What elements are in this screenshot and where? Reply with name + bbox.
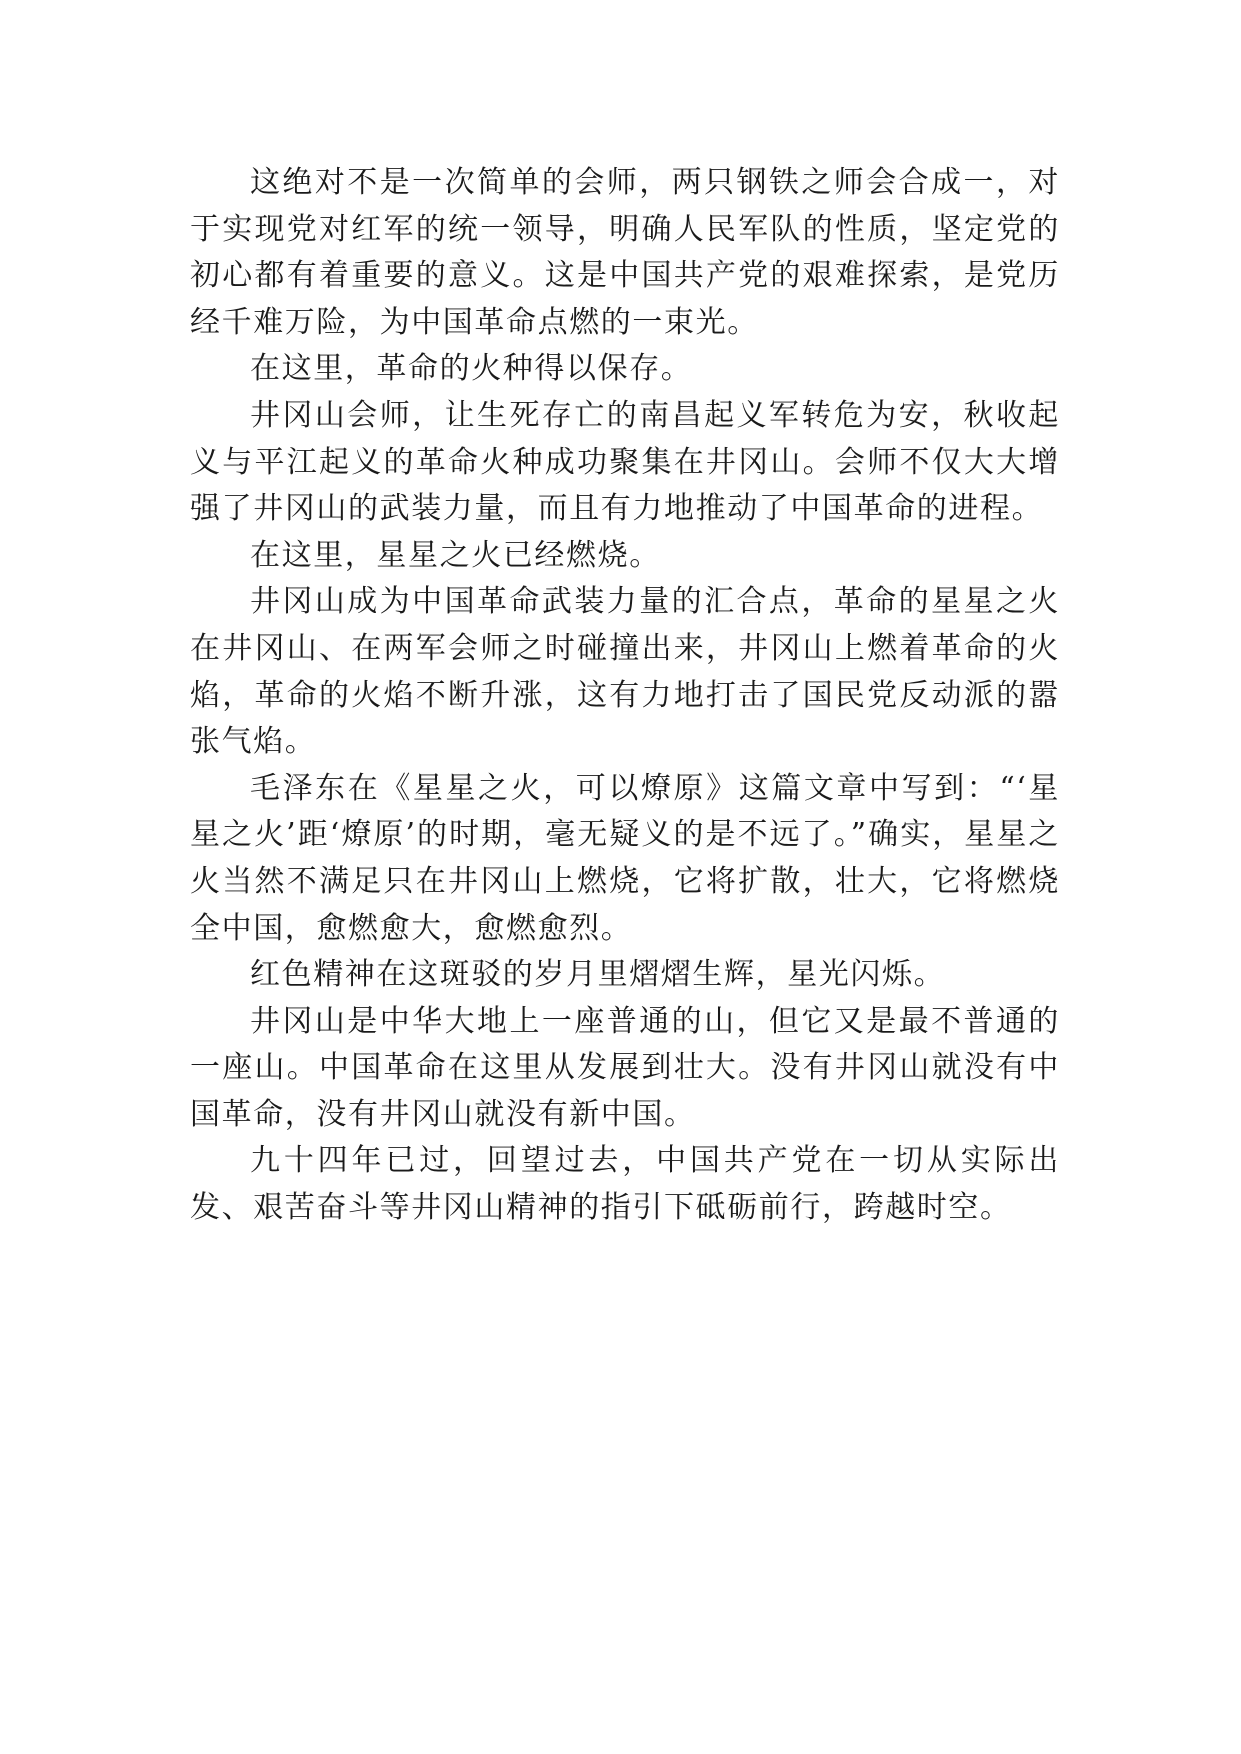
paragraph: 红色精神在这斑驳的岁月里熠熠生辉，星光闪烁。 [250,957,946,993]
paragraph: 毛泽东在《星星之火，可以燎原》这篇文章中写到：“‘星星之火’距‘燎原’的时期，毫无疑义的是不远了。”确实，星星之火当然不满足只在井冈山上燃烧，它将扩散，壮大，它将燃烧全中国，愈燃愈大，愈燃愈烈。 [190,770,1060,946]
paragraph: 在这里，星星之火已经燃烧。 [250,537,661,573]
paragraph: 井冈山成为中国革命武装力量的汇合点，革命的星星之火在井冈山、在两军会师之时碰撞出来，井冈山上燃着革命的火焰，革命的火焰不断升涨，这有力地打击了国民党反动派的嚣张气焰。 [190,584,1060,760]
body-text [190,160,1060,1232]
paragraph: 井冈山是中华大地上一座普通的山，但它又是最不普通的一座山。中国革命在这里从发展到壮大。没有井冈山就没有中国革命，没有井冈山就没有新中国。 [190,1003,1060,1132]
paragraph: 这绝对不是一次简单的会师，两只钢铁之师会合成一，对于实现党对红军的统一领导，明确人民军队的性质，坚定党的初心都有着重要的意义。这是中国共产党的艰难探索，是党历经千难万险，为中国革命点燃的一束光。 [190,165,1060,340]
paragraph: 在这里，革命的火种得以保存。 [250,351,693,387]
paragraph: 九十四年已过，回望过去，中国共产党在一切从实际出发、艰苦奋斗等井冈山精神的指引下砥砺前行，跨越时空。 [190,1143,1060,1226]
paragraph: 井冈山会师，让生死存亡的南昌起义军转危为安，秋收起义与平江起义的革命火种成功聚集在井冈山。会师不仅大大增强了井冈山的武装力量，而且有力地推动了中国革命的进程。 [190,397,1060,527]
